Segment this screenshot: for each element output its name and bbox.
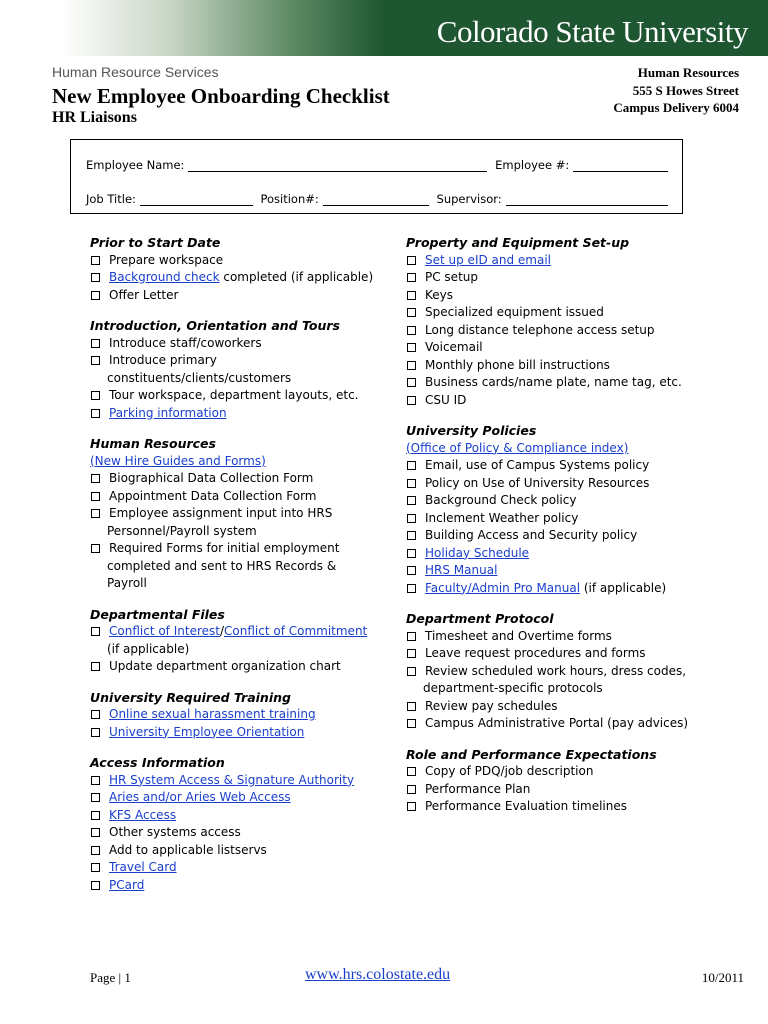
checklist-item [406, 715, 726, 733]
checklist-item [406, 527, 726, 545]
section-heading: Access Information [90, 755, 225, 770]
section-required-training [90, 689, 390, 742]
checklist-item [90, 252, 390, 270]
item-link[interactable]: Faculty/Admin Pro Manual [425, 580, 581, 595]
item-label: Email, use of Campus Systems policy [425, 458, 650, 472]
item-label: Keys [425, 287, 454, 302]
checkbox[interactable] [91, 846, 100, 855]
checkbox[interactable] [407, 256, 416, 265]
checklist-item [90, 470, 390, 488]
checkbox[interactable] [407, 308, 416, 317]
item-link[interactable]: KFS Access [109, 807, 177, 822]
item-label: Review scheduled work hours, dress codes, [425, 663, 687, 678]
checkbox[interactable] [407, 396, 416, 405]
checklist-item [90, 824, 390, 842]
employee-number-field[interactable] [573, 158, 668, 172]
checklist-item [406, 698, 726, 716]
checkbox[interactable] [407, 719, 416, 728]
item-continuation: (if applicable) [107, 641, 190, 656]
item-label: Specialized equipment issued [425, 305, 604, 319]
section-departmental-files [90, 606, 390, 676]
item-label: Building Access and Security policy [425, 528, 638, 542]
checkbox[interactable] [407, 273, 416, 282]
section-heading: Departmental Files [90, 606, 225, 622]
item-label: Update department organization chart [109, 659, 341, 673]
checklist-item [90, 807, 390, 825]
item-label: Prepare workspace [109, 252, 224, 267]
item-link[interactable]: Conflict of Commitment [224, 624, 368, 638]
checklist-item [406, 798, 726, 816]
checkbox[interactable] [91, 811, 100, 820]
section-property-equipment [406, 234, 726, 409]
checklist-item [406, 457, 726, 475]
employee-info-box [70, 139, 683, 214]
checklist-item [90, 488, 390, 506]
section-heading: Introduction, Orientation and Tours [90, 318, 340, 333]
item-label: Campus Administrative Portal (pay advices) [425, 716, 689, 730]
checkbox[interactable] [91, 710, 100, 719]
item-label: Policy on Use of University Resources [425, 475, 650, 490]
checklist-item [406, 580, 726, 598]
position-number-label: Position#: [260, 192, 319, 206]
item-label: completed (if applicable) [219, 270, 374, 284]
item-label: Biographical Data Collection Form [109, 471, 314, 485]
item-continuation: Payroll [107, 576, 147, 590]
checkbox[interactable] [91, 409, 100, 418]
item-link[interactable]: PCard [109, 877, 145, 892]
supervisor-label: Supervisor: [436, 192, 502, 206]
item-label: Long distance telephone access setup [425, 322, 655, 337]
checkbox[interactable] [91, 627, 100, 636]
checklist-item [406, 645, 726, 663]
section-link[interactable]: (Office of Policy & Compliance index) [406, 440, 629, 455]
checklist-item [90, 405, 390, 423]
item-link[interactable]: Travel Card [109, 860, 177, 874]
checkbox[interactable] [91, 828, 100, 837]
left-column [90, 234, 390, 907]
checklist-item [406, 475, 726, 493]
checklist-item [406, 545, 726, 563]
job-title-label: Job Title: [86, 192, 136, 206]
checkbox[interactable] [91, 728, 100, 737]
item-label: Add to applicable listservs [109, 842, 267, 857]
section-heading: Human Resources [90, 436, 216, 451]
checkbox[interactable] [407, 496, 416, 505]
employee-number-label: Employee #: [495, 158, 570, 172]
right-column [406, 234, 726, 829]
checkbox[interactable] [91, 474, 100, 483]
checklist-item [406, 322, 726, 340]
item-label: Copy of PDQ/job description [425, 764, 594, 778]
checkbox[interactable] [91, 793, 100, 802]
section-human-resources [90, 435, 390, 593]
checkbox[interactable] [407, 514, 416, 523]
checklist-item [406, 763, 726, 781]
item-label: Leave request procedures and forms [425, 646, 646, 660]
checklist-item [90, 772, 390, 790]
address-line: Campus Delivery 6004 [613, 100, 739, 115]
section-heading: University Policies [406, 423, 537, 438]
section-access-information [90, 754, 390, 894]
employee-name-field[interactable] [188, 158, 487, 172]
checklist-item [90, 540, 390, 558]
checkbox[interactable] [91, 356, 100, 365]
checklist-item [90, 658, 390, 676]
item-label: Introduce staff/coworkers [109, 335, 262, 350]
section-heading: Department Protocol [406, 611, 554, 626]
item-label: PC setup [425, 270, 478, 284]
item-link[interactable]: Background check [109, 270, 220, 284]
section-link[interactable]: (New Hire Guides and Forms) [90, 453, 266, 468]
checklist-item [90, 842, 390, 860]
item-label: Tour workspace, department layouts, etc. [109, 388, 359, 402]
checklist-item [406, 374, 726, 392]
checkbox[interactable] [407, 378, 416, 387]
checkbox[interactable] [407, 291, 416, 300]
item-continuation: department-specific protocols [423, 681, 603, 695]
section-department-protocol [406, 610, 726, 733]
checkbox[interactable] [91, 662, 100, 671]
checklist-item [406, 339, 726, 357]
item-continuation: completed and sent to HRS Records & [107, 558, 337, 573]
item-label: Other systems access [109, 825, 241, 839]
checkbox[interactable] [407, 461, 416, 470]
checklist-item [90, 287, 390, 305]
section-heading: Role and Performance Expectations [406, 746, 657, 762]
revision-date: 10/2011 [701, 970, 744, 985]
checklist-item [406, 663, 726, 681]
checklist-item [90, 387, 390, 405]
item-continuation: constituents/clients/customers [107, 370, 292, 385]
checkbox[interactable] [407, 785, 416, 794]
checkbox[interactable] [407, 531, 416, 540]
checklist-item [90, 623, 390, 641]
checkbox[interactable] [91, 391, 100, 400]
address-block [613, 64, 739, 117]
checkbox[interactable] [407, 802, 416, 811]
item-label: Business cards/name plate, name tag, etc. [425, 375, 682, 389]
section-role-performance [406, 746, 726, 816]
item-continuation: Personnel/Payroll system [107, 523, 257, 538]
item-link[interactable]: Set up eID and email [425, 252, 552, 267]
checklist-item [406, 357, 726, 375]
checklist-item [406, 510, 726, 528]
checklist-item [406, 252, 726, 270]
header-banner [0, 0, 768, 56]
checkbox[interactable] [91, 273, 100, 282]
item-link[interactable]: HR System Access & Signature Authority [109, 772, 355, 787]
checkbox[interactable] [91, 492, 100, 501]
item-label: Employee assignment input into HRS [109, 506, 333, 520]
checklist-item [90, 859, 390, 877]
checklist-item [90, 877, 390, 895]
section-introduction [90, 317, 390, 422]
section-heading: Prior to Start Date [90, 235, 221, 250]
page-number: Page | 1 [90, 970, 131, 985]
item-label: Performance Evaluation timelines [425, 799, 628, 813]
checkbox[interactable] [91, 509, 100, 518]
item-link[interactable]: Holiday Schedule [425, 545, 530, 560]
checklist-item [406, 287, 726, 305]
item-label: Offer Letter [109, 287, 179, 302]
checkbox[interactable] [407, 702, 416, 711]
checkbox[interactable] [407, 649, 416, 658]
section-prior-to-start [90, 234, 390, 304]
item-label: CSU ID [425, 392, 467, 407]
checklist-item [406, 781, 726, 799]
item-label: Timesheet and Overtime forms [425, 628, 612, 643]
checkbox[interactable] [91, 863, 100, 872]
checkbox[interactable] [407, 767, 416, 776]
item-link[interactable]: University Employee Orientation [109, 724, 305, 739]
checklist-item [90, 335, 390, 353]
department-name: Human Resource Services [52, 64, 219, 80]
checkbox[interactable] [91, 339, 100, 348]
item-separator: / [219, 624, 225, 638]
checkbox[interactable] [407, 566, 416, 575]
page-subtitle: HR Liaisons [52, 109, 137, 126]
page-title: New Employee Onboarding Checklist [52, 84, 390, 108]
section-university-policies [406, 422, 726, 597]
supervisor-field[interactable] [506, 192, 668, 206]
item-link[interactable]: HRS Manual [425, 563, 498, 577]
checkbox[interactable] [91, 544, 100, 553]
checkbox[interactable] [407, 667, 416, 676]
checklist-item [406, 562, 726, 580]
item-link[interactable]: Aries and/or Aries Web Access [109, 790, 291, 804]
checklist-item [90, 505, 390, 523]
university-logo: Colorado State University [436, 14, 748, 49]
website-link[interactable]: www.hrs.colostate.edu [305, 966, 451, 983]
checkbox[interactable] [91, 881, 100, 890]
position-number-field[interactable] [323, 192, 429, 206]
item-label: Review pay schedules [425, 698, 558, 713]
section-heading: Property and Equipment Set-up [406, 235, 630, 250]
checkbox[interactable] [91, 776, 100, 785]
item-label: Required Forms for initial employment [109, 541, 340, 555]
checkbox[interactable] [91, 291, 100, 300]
section-heading: University Required Training [90, 689, 291, 705]
item-label: Appointment Data Collection Form [109, 488, 317, 503]
item-link[interactable]: Parking information [109, 405, 227, 420]
checklist-item [90, 706, 390, 724]
checklist-item [406, 628, 726, 646]
checklist-item [90, 789, 390, 807]
checkbox[interactable] [407, 361, 416, 370]
item-label: Introduce primary [109, 353, 217, 367]
address-line: 555 S Howes Street [632, 82, 739, 98]
checkbox[interactable] [407, 343, 416, 352]
checkbox[interactable] [407, 326, 416, 335]
checkbox[interactable] [407, 479, 416, 488]
checklist-item [90, 269, 390, 287]
checklist-item [406, 269, 726, 287]
item-label: Inclement Weather policy [425, 510, 579, 525]
checkbox[interactable] [91, 256, 100, 265]
checkbox[interactable] [407, 632, 416, 641]
address-line: Human Resources [637, 65, 739, 80]
item-link[interactable]: Conflict of Interest [109, 624, 220, 638]
checklist-item [406, 492, 726, 510]
checkbox[interactable] [407, 549, 416, 558]
item-link[interactable]: Online sexual harassment training [109, 707, 316, 721]
item-label: Performance Plan [425, 781, 531, 796]
checklist-item [406, 304, 726, 322]
checklist-item [406, 392, 726, 410]
item-label: Monthly phone bill instructions [425, 357, 610, 372]
employee-name-label: Employee Name: [86, 158, 185, 172]
checklist-item [90, 724, 390, 742]
item-label: Background Check policy [425, 493, 577, 507]
job-title-field[interactable] [140, 192, 253, 206]
item-label: (if applicable) [580, 580, 667, 595]
checkbox[interactable] [407, 584, 416, 593]
checklist-item [90, 352, 390, 370]
item-label: Voicemail [425, 340, 483, 354]
